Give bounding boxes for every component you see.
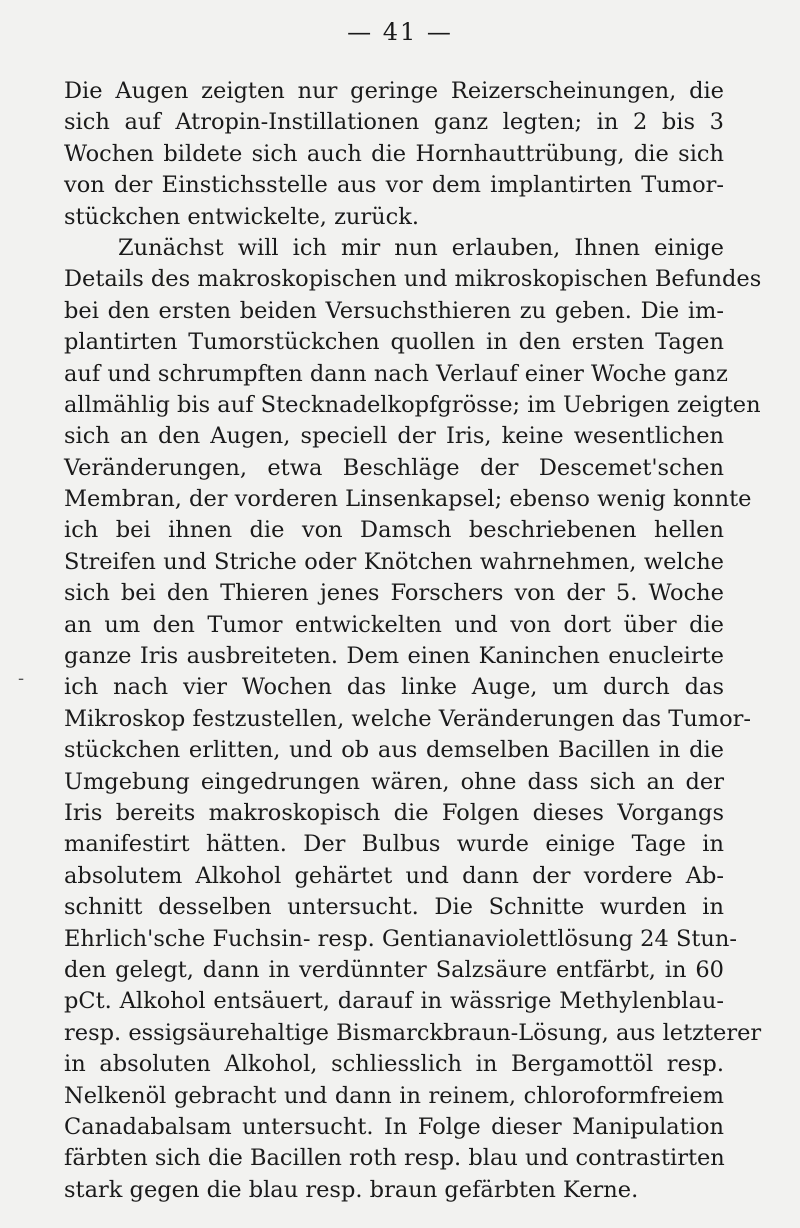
text-line: resp. essigsäurehaltige Bismarckbraun-Lösung, aus letzterer (64, 1019, 762, 1046)
text-line: Die Augen zeigten nur geringe Reizerscheinungen, die (64, 78, 724, 104)
text-line: Membran, der vorderen Linsenkapsel; ebenso wenig konnte (64, 486, 752, 513)
text-line: auf und schrumpften dann nach Verlauf einer Woche ganz (64, 360, 728, 387)
text-line: stark gegen die blau resp. braun gefärbten Kerne. (64, 1176, 639, 1203)
text-line: Wochen bildete sich auch die Hornhauttrübung, die sich (64, 140, 724, 167)
text-line: in absoluten Alkohol, schliesslich in Bergamottöl resp. (64, 1051, 724, 1078)
body-text (64, 76, 762, 1206)
text-line: Zunächst will ich mir nun erlauben, Ihnen einige (118, 234, 724, 261)
text-line: Umgebung eingedrungen wären, ohne dass sich an der (64, 768, 724, 795)
text-line: sich auf Atropin-Instillationen ganz legten; in 2 bis 3 (64, 109, 724, 136)
text-line: Details des makroskopischen und mikroskopischen Befundes (64, 266, 762, 293)
text-line: ich bei ihnen die von Damsch beschriebenen hellen (64, 517, 724, 544)
text-line: Nelkenöl gebracht und dann in reinem, chloroformfreiem (64, 1082, 724, 1109)
text-line: manifestirt hätten. Der Bulbus wurde einige Tage in (64, 831, 724, 858)
text-line: schnitt desselben untersucht. Die Schnitte wurden in (64, 894, 724, 921)
text-line: allmählig bis auf Stecknadelkopfgrösse; im Uebrigen zeigten (64, 391, 761, 418)
text-line: plantirten Tumorstückchen quollen in den ersten Tagen (64, 329, 724, 356)
text-line: stückchen entwickelte, zurück. (64, 203, 420, 230)
text-line: Canadabalsam untersucht. In Folge dieser Manipulation (64, 1113, 724, 1140)
text-line: absolutem Alkohol gehärtet und dann der vordere Ab- (64, 862, 724, 889)
text-line: Streifen und Striche oder Knötchen wahrnehmen, welche (64, 548, 724, 575)
text-line: stückchen erlitten, und ob aus demselben Bacillen in die (64, 737, 724, 764)
text-line: an um den Tumor entwickelten und von dort über die (64, 611, 724, 638)
text-line: ich nach vier Wochen das linke Auge, um durch das (64, 674, 724, 701)
margin-mark: - (18, 668, 25, 689)
text-line: den gelegt, dann in verdünnter Salzsäure entfärbt, in 60 (64, 956, 724, 983)
text-line: Veränderungen, etwa Beschläge der Descemet'schen (64, 454, 724, 481)
text-line: ganze Iris ausbreiteten. Dem einen Kaninchen enucleirte (64, 643, 724, 670)
text-line: Ehrlich'sche Fuchsin- resp. Gentianaviolettlösung 24 Stun- (64, 925, 737, 952)
text-line: von der Einstichsstelle aus vor dem implantirten Tumor- (64, 172, 724, 199)
text-line: sich bei den Thieren jenes Forschers von der 5. Woche (64, 580, 724, 607)
text-line: Iris bereits makroskopisch die Folgen dieses Vorgangs (64, 799, 724, 826)
page-number: — 41 — (347, 18, 453, 46)
text-line: Mikroskop festzustellen, welche Veränderungen das Tumor- (64, 705, 751, 732)
text-line: färbten sich die Bacillen roth resp. blau und contrastirten (64, 1145, 725, 1172)
text-line: pCt. Alkohol entsäuert, darauf in wässrige Methylenblau- (64, 988, 724, 1015)
text-line: sich an den Augen, speciell der Iris, keine wesentlichen (64, 423, 724, 450)
text-line: bei den ersten beiden Versuchsthieren zu geben. Die im- (64, 297, 724, 324)
